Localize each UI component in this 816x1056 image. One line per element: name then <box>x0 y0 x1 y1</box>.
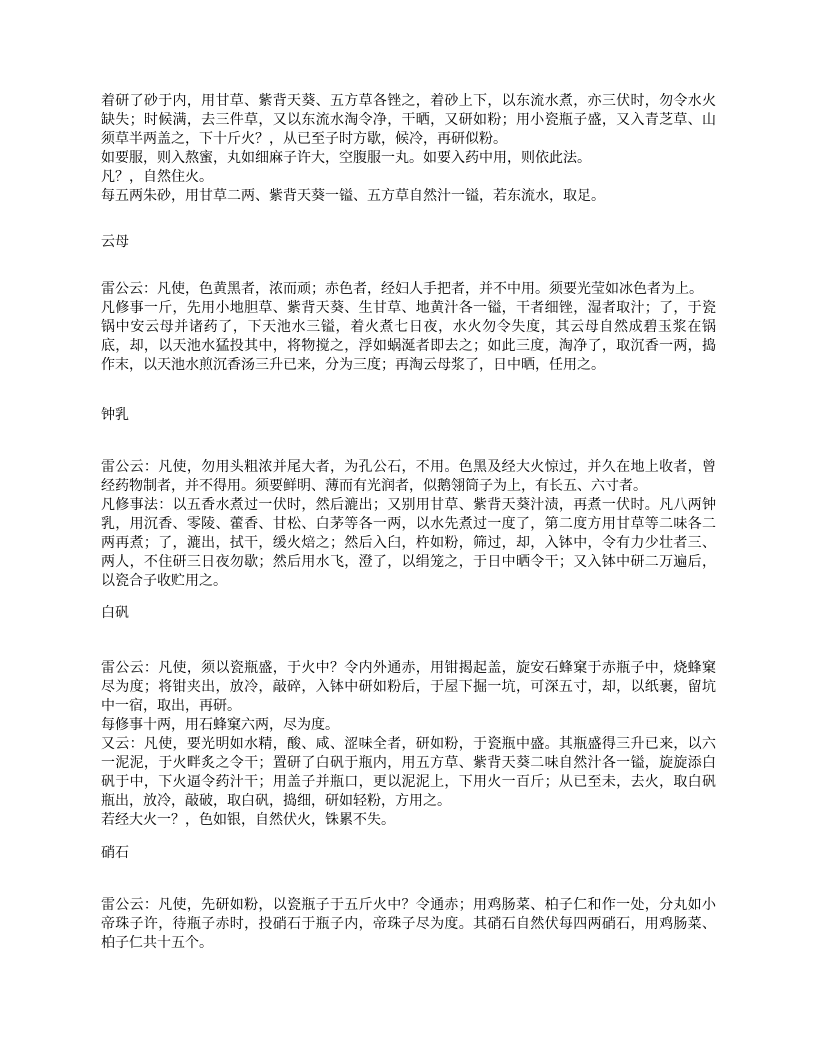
intro-section <box>101 92 716 206</box>
section-heading-baifan: 白矾 <box>101 606 129 621</box>
paragraph-zhongru-2: 凡修事法：以五香水煮过一伏时，然后漉出；又别用甘草、紫背天葵汁渍，再煮一伏时。凡八两钟乳，用沉香、零陵、藿香、甘松、白茅等各一两，以水先煮过一度了，第二度方用甘草等二味各二两再煮；了，漉出，拭干，缓火焙之；然后入臼，杵如粉，筛过，却，入钵中，令有力少壮者三、两人，不住研三日夜勿歇；然后用水飞，澄了，以绢笼之，于日中晒令干；又入钵中研二万遍后，以瓷合子收贮用之。 <box>101 498 716 589</box>
paragraph-intro-4: 每五两朱砂，用甘草二两、紫背天葵一镒、五方草自然汁一镒，若东流水，取足。 <box>101 189 605 204</box>
paragraph-baifan-4: 若经大火一？，色如银，自然伏火，铢累不失。 <box>101 813 395 828</box>
paragraph-yunmu-1: 雷公云：凡使，色黄黑者，浓而顽；赤色者，经妇人手把者，并不中用。须要光莹如冰色者为上。 <box>101 282 703 297</box>
paragraph-xiaoshi-1: 雷公云：凡使，先研如粉，以瓷瓶子于五斤火中？令通赤；用鸡肠菜、柏子仁和作一处，分丸如小帝珠子许，待瓶子赤时，投硝石于瓶子内，帝珠子尽为度。其硝石自然伏每四两硝石，用鸡肠菜、柏子仁共十五个。 <box>101 898 716 951</box>
paragraph-baifan-3: 又云：凡使，要光明如水精，酸、咸、涩味全者，研如粉，于瓷瓶中盛。其瓶盛得三升已来，以六一泥泥，于火畔炙之令干；置研了白矾于瓶内，用五方草、紫背天葵二味自然汁各一镒，旋旋添白矾于中，下火逼令药汁干；用盖子并瓶口，更以泥泥上，下用火一百斤；从已至未，去火，取白矾瓶出，放冷，敲破，取白矾，捣细，研如轻粉，方用之。 <box>101 737 716 809</box>
section-heading-yunmu: 云母 <box>101 235 129 250</box>
paragraph-yunmu-2: 凡修事一斤，先用小地胆草、紫背天葵、生甘草、地黄汁各一镒，干者细锉，湿者取汁；了，于瓷锅中安云母并诸药了，下天池水三镒，着火煮七日夜，水火勿令失度，其云母自然成碧玉浆在锅底，却，以天池水猛投其中，将物搅之，浮如蜗涎者即去之；如此三度，淘净了，取沉香一两，捣作末，以天池水煎沉香汤三升已来，分为三度；再淘云母浆了，日中晒，任用之。 <box>101 301 716 373</box>
paragraph-baifan-1: 雷公云：凡使，须以瓷瓶盛，于火中？令内外通赤，用钳揭起盖，旋安石蜂窠于赤瓶子中，烧蜂窠尽为度；将钳夹出，放冷，敲碎，入钵中研如粉后，于屋下掘一坑，可深五寸，却，以纸裹，留坑中一宿，取出，再研。 <box>101 661 716 714</box>
section-zhongru <box>101 458 716 591</box>
section-xiaoshi <box>101 896 716 953</box>
paragraph-intro-2: 如要服，则入熬蜜，丸如细麻子许大，空腹服一丸。如要入药中用，则依此法。 <box>101 151 591 166</box>
section-heading-zhongru: 钟乳 <box>101 408 129 423</box>
paragraph-baifan-2: 每修事十两，用石蜂窠六两，尽为度。 <box>101 718 339 733</box>
paragraph-intro-1: 着研了砂于内，用甘草、紫背天葵、五方草各锉之，着砂上下，以东流水煮，亦三伏时，勿令水火缺失；时候满，去三件草，又以东流水淘令净，干晒，又研如粉；用小瓷瓶子盛，又入青芝草、山须草半两盖之，下十斤火？，从已至子时方歇，候冷，再研似粉。 <box>101 94 716 147</box>
section-heading-xiaoshi: 硝石 <box>101 846 129 861</box>
paragraph-zhongru-1: 雷公云：凡使，勿用头粗浓并尾大者，为孔公石，不用。色黑及经大火惊过，并久在地上收者，曾经药物制者，并不得用。须要鲜明、薄而有光润者，似鹅翎筒子为上，有长五、六寸者。 <box>101 460 716 494</box>
paragraph-intro-3: 凡？，自然住火。 <box>101 170 213 185</box>
section-baifan <box>101 659 716 830</box>
section-yunmu <box>101 280 716 375</box>
